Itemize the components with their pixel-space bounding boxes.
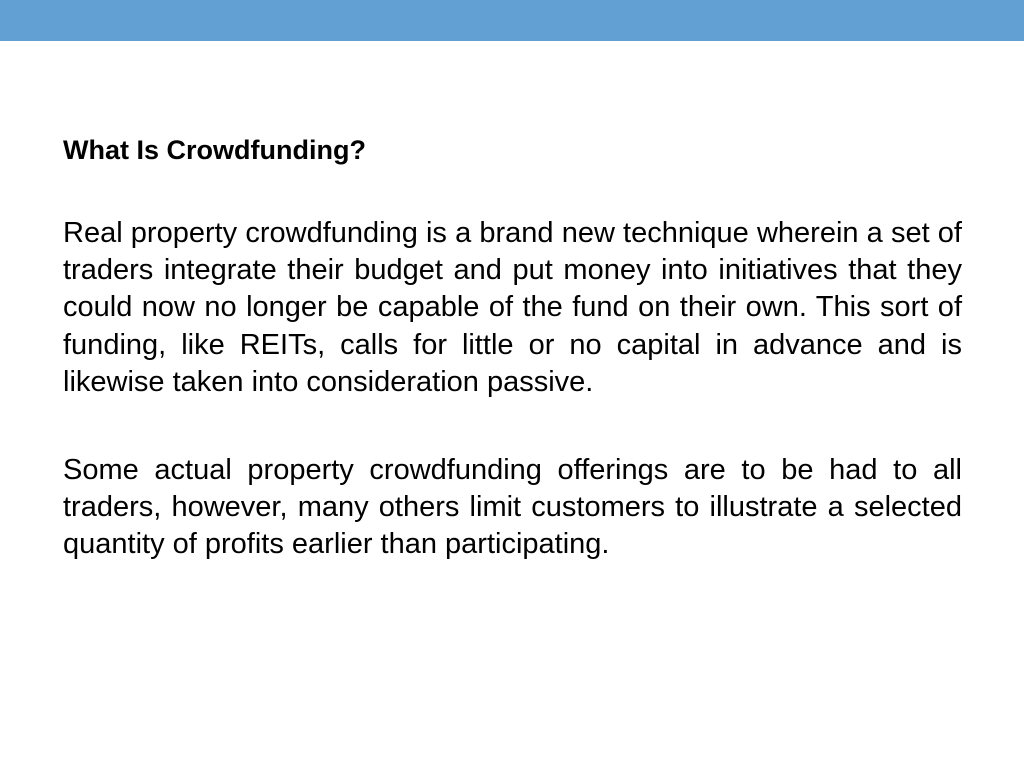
slide-paragraph-2: Some actual property crowdfunding offerings are to be had to all traders, however, many others limit customers to illustrate a selected quantity of profits earlier than participating. xyxy=(63,454,962,561)
slide-paragraph-1: Real property crowdfunding is a brand new technique wherein a set of traders integrate their budget and put money into initiatives that they could now no longer be capable of the fund on their own. This sort of funding, like REITs, calls for little or no capital in advance and is likewise taken into consideration passive. xyxy=(63,217,962,398)
slide-body xyxy=(63,132,962,564)
slide-heading: What Is Crowdfunding? xyxy=(63,135,366,165)
slide-top-bar xyxy=(0,0,1024,41)
